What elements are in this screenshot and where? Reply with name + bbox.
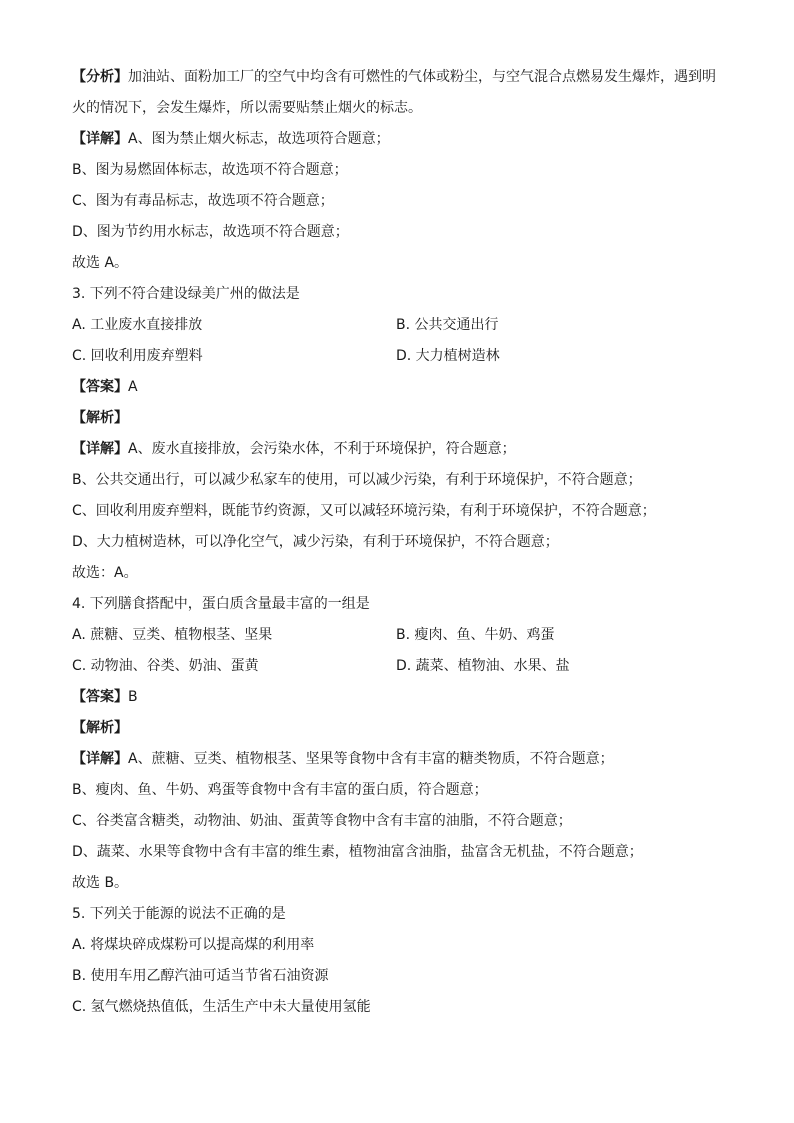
q4-stem: 4. 下列膳食搭配中，蛋白质含量最丰富的一组是 [72, 596, 370, 612]
q4-conclusion: 故选 B。 [72, 875, 129, 891]
q2-analysis-line-2: 火的情况下，会发生爆炸，所以需要贴禁止烟火的标志。 [72, 100, 422, 116]
q3-options-row-1 [72, 310, 732, 341]
q4-analysis-heading [72, 713, 732, 744]
q3-option-a: A. 工业废水直接排放 [72, 317, 203, 333]
q3-option-d: D. 大力植树造林 [396, 348, 500, 364]
q4-option-a: A. 蔗糖、豆类、植物根茎、坚果 [72, 627, 273, 643]
q4-option-d: D. 蔬菜、植物油、水果、盐 [396, 658, 570, 674]
q3-detail-b: B、公共交通出行，可以减少私家车的使用，可以减少污染，有利于环境保护，不符合题意； [72, 472, 642, 488]
answer-tag: 【答案】 [72, 379, 128, 395]
detail-tag: 【详解】 [72, 441, 128, 457]
q2-detail-d: D、图为节约用水标志，故选项不符合题意； [72, 224, 349, 240]
q4-option-b: B. 瘦肉、鱼、牛奶、鸡蛋 [396, 627, 555, 643]
answer-tag: 【答案】 [72, 689, 128, 705]
q4-options-row-2 [72, 651, 732, 682]
q3-answer [72, 372, 732, 403]
q3-detail-a [72, 434, 732, 465]
detail-text: A、图为禁止烟火标志，故选项符合题意； [128, 131, 390, 147]
q4-detail-a [72, 744, 732, 775]
q4-options-row-1 [72, 620, 732, 651]
q4-option-c: C. 动物油、谷类、奶油、蛋黄 [72, 658, 259, 674]
q4-detail-b: B、瘦肉、鱼、牛奶、鸡蛋等食物中含有丰富的蛋白质，符合题意； [72, 782, 488, 798]
q3-detail-d: D、大力植树造林，可以净化空气，减少污染，有利于环境保护，不符合题意； [72, 534, 559, 550]
q2-detail-b: B、图为易燃固体标志，故选项不符合题意； [72, 162, 348, 178]
q2-conclusion: 故选 A。 [72, 255, 129, 271]
detail-text: A、蔗糖、豆类、植物根茎、坚果等食物中含有丰富的糖类物质，不符合题意； [128, 751, 614, 767]
q3-option-c: C. 回收利用废弃塑料 [72, 348, 203, 364]
q2-detail-c: C、图为有毒品标志，故选项不符合题意； [72, 193, 334, 209]
analysis-tag: 【解析】 [72, 720, 128, 736]
document-page [72, 62, 732, 1023]
q4-detail-d: D、蔬菜、水果等食物中含有丰富的维生素，植物油富含油脂，盐富含无机盐，不符合题意； [72, 844, 643, 860]
q3-detail-c: C、回收利用废弃塑料，既能节约资源，又可以减轻环境污染，有利于环境保护，不符合题意； [72, 503, 656, 519]
q2-detail-a [72, 124, 732, 155]
detail-tag: 【详解】 [72, 751, 128, 767]
q5-stem: 5. 下列关于能源的说法不正确的是 [72, 906, 286, 922]
q4-answer [72, 682, 732, 713]
q2-analysis-line-1 [72, 62, 732, 93]
q3-stem: 3. 下列不符合建设绿美广州的做法是 [72, 286, 300, 302]
detail-text: A、废水直接排放，会污染水体，不利于环境保护，符合题意； [128, 441, 516, 457]
q3-options-row-2 [72, 341, 732, 372]
answer-value: B [128, 689, 138, 705]
q3-analysis-heading [72, 403, 732, 434]
detail-tag: 【详解】 [72, 131, 128, 147]
q5-option-c: C. 氢气燃烧热值低，生活生产中未大量使用氢能 [72, 999, 371, 1015]
analysis-text: 加油站、面粉加工厂的空气中均含有可燃性的气体或粉尘，与空气混合点燃易发生爆炸，遇到明 [128, 69, 716, 85]
answer-value: A [128, 379, 138, 395]
analysis-tag: 【解析】 [72, 410, 128, 426]
q3-option-b: B. 公共交通出行 [396, 317, 499, 333]
q5-option-a: A. 将煤块碎成煤粉可以提高煤的利用率 [72, 937, 315, 953]
q3-conclusion: 故选：A。 [72, 565, 138, 581]
q4-detail-c: C、谷类富含糖类，动物油、奶油、蛋黄等食物中含有丰富的油脂，不符合题意； [72, 813, 572, 829]
q5-option-b: B. 使用车用乙醇汽油可适当节省石油资源 [72, 968, 329, 984]
analysis-tag: 【分析】 [72, 69, 128, 85]
